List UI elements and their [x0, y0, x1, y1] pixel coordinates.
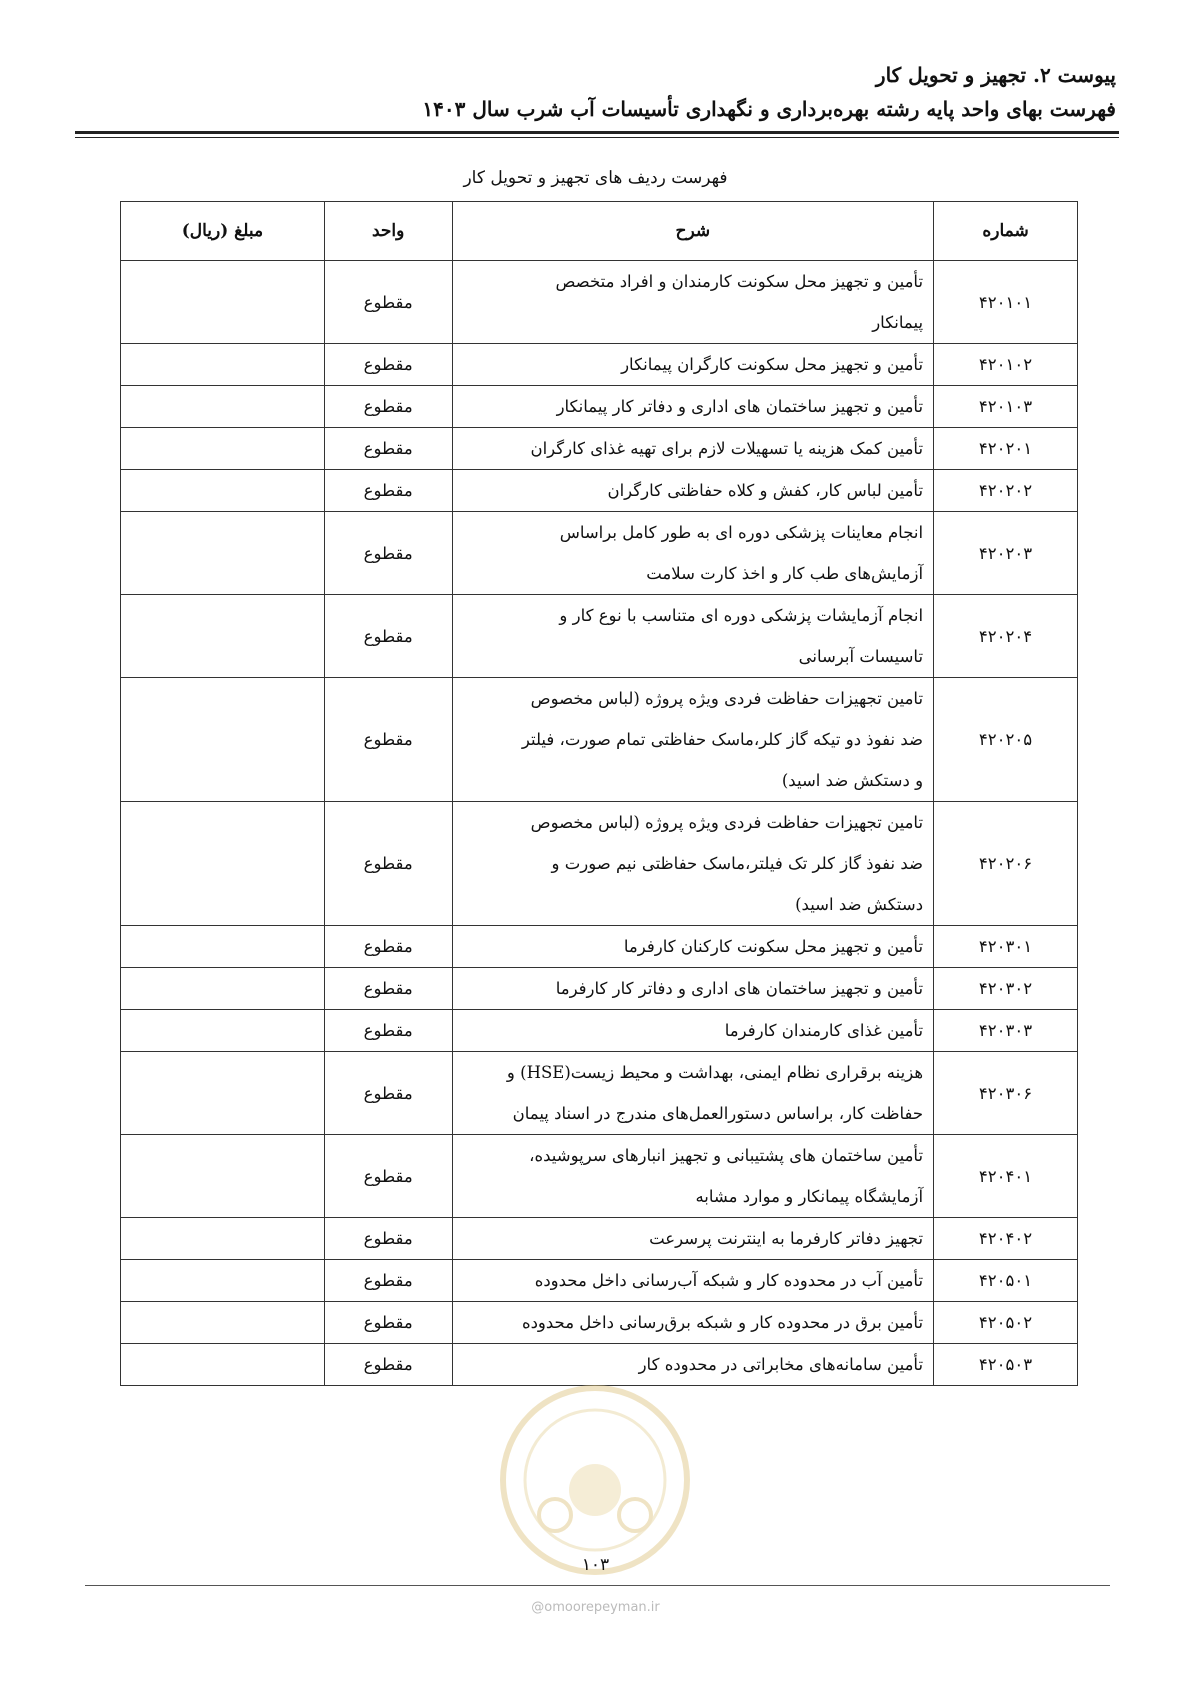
table-row — [121, 802, 1078, 926]
row-amount — [121, 1135, 325, 1218]
row-unit: مقطوع — [324, 1010, 452, 1052]
row-unit: مقطوع — [324, 926, 452, 968]
row-number: ۴۲۰۲۰۶ — [934, 802, 1078, 926]
description-line: تأمین و تجهیز محل سکونت کارکنان کارفرما — [623, 937, 924, 956]
row-amount — [121, 344, 325, 386]
document-title: فهرست بهای واحد پایه رشته بهره‌برداری و نگهداری تأسیسات آب شرب سال ۱۴۰۳ — [422, 97, 1116, 121]
description-line: آزمایشگاه پیمانکار و موارد مشابه — [695, 1187, 924, 1206]
row-unit: مقطوع — [324, 386, 452, 428]
table-row — [121, 512, 1078, 595]
row-amount — [121, 1218, 325, 1260]
table-row — [121, 678, 1078, 802]
row-description — [452, 926, 934, 968]
description-line: تامین تجهیزات حفاظت فردی ویژه پروژه (لباس مخصوص — [530, 689, 924, 708]
row-unit: مقطوع — [324, 1344, 452, 1386]
row-unit: مقطوع — [324, 1052, 452, 1135]
table-row — [121, 428, 1078, 470]
seal-watermark — [495, 1380, 695, 1580]
description-line: تأمین و تجهیز محل سکونت کارگران پیمانکار — [621, 355, 924, 374]
row-unit: مقطوع — [324, 678, 452, 802]
row-amount — [121, 512, 325, 595]
description-line: تأمین و تجهیز ساختمان های اداری و دفاتر کار کارفرما — [555, 979, 924, 998]
column-header-description: شرح — [452, 202, 934, 261]
row-number: ۴۲۰۲۰۱ — [934, 428, 1078, 470]
description-line: تأمین و تجهیز محل سکونت کارمندان و افراد متخصص — [555, 272, 924, 291]
column-header-unit: واحد — [324, 202, 452, 261]
row-unit: مقطوع — [324, 1302, 452, 1344]
row-amount — [121, 1260, 325, 1302]
row-amount — [121, 968, 325, 1010]
row-description — [452, 678, 934, 802]
row-amount — [121, 428, 325, 470]
row-number: ۴۲۰۱۰۲ — [934, 344, 1078, 386]
table-header-row — [121, 202, 1078, 261]
description-line: و دستکش ضد اسید) — [781, 771, 924, 790]
row-number: ۴۲۰۲۰۵ — [934, 678, 1078, 802]
description-line: هزینه برقراری نظام ایمنی، بهداشت و محیط زیست(HSE) و — [506, 1063, 924, 1082]
description-line: انجام آزمایشات پزشکی دوره ای متناسب با نوع کار و — [559, 606, 924, 625]
description-line: تأمین لباس کار، کفش و کلاه حفاظتی کارگران — [607, 481, 924, 500]
row-unit: مقطوع — [324, 1260, 452, 1302]
row-unit: مقطوع — [324, 595, 452, 678]
row-amount — [121, 595, 325, 678]
row-number: ۴۲۰۳۰۲ — [934, 968, 1078, 1010]
row-unit: مقطوع — [324, 344, 452, 386]
row-description — [452, 344, 934, 386]
watermark-site: @omoorepeyman.ir — [531, 1600, 660, 1615]
column-header-number: شماره — [934, 202, 1078, 261]
description-line: تأمین و تجهیز ساختمان های اداری و دفاتر کار پیمانکار — [556, 397, 924, 416]
items-table — [120, 201, 1078, 1386]
row-unit: مقطوع — [324, 261, 452, 344]
description-line: تأمین غذای کارمندان کارفرما — [724, 1021, 924, 1040]
row-number: ۴۲۰۲۰۳ — [934, 512, 1078, 595]
table-row — [121, 344, 1078, 386]
row-amount — [121, 470, 325, 512]
row-amount — [121, 802, 325, 926]
table-row — [121, 1052, 1078, 1135]
row-description — [452, 1302, 934, 1344]
description-line: تأمین ساختمان های پشتیبانی و تجهیز انبارهای سرپوشیده، — [529, 1146, 924, 1165]
table-row — [121, 261, 1078, 344]
row-amount — [121, 1010, 325, 1052]
table-title: فهرست ردیف های تجهیز و تحویل کار — [463, 168, 728, 188]
row-amount — [121, 386, 325, 428]
row-description — [452, 1135, 934, 1218]
row-description — [452, 1010, 934, 1052]
row-description — [452, 428, 934, 470]
row-unit: مقطوع — [324, 1218, 452, 1260]
row-description — [452, 512, 934, 595]
row-number: ۴۲۰۳۰۶ — [934, 1052, 1078, 1135]
row-description — [452, 1218, 934, 1260]
row-number: ۴۲۰۲۰۲ — [934, 470, 1078, 512]
description-line: تاسیسات آبرسانی — [798, 647, 924, 666]
row-description — [452, 968, 934, 1010]
row-amount — [121, 1344, 325, 1386]
row-unit: مقطوع — [324, 802, 452, 926]
row-number: ۴۲۰۳۰۱ — [934, 926, 1078, 968]
row-description — [452, 802, 934, 926]
description-line: تجهیز دفاتر کارفرما به اینترنت پرسرعت — [649, 1229, 924, 1248]
description-line: دستکش ضد اسید) — [795, 895, 924, 914]
table-row — [121, 968, 1078, 1010]
description-line: ضد نفوذ دو تیکه گاز کلر،ماسک حفاظتی تمام صورت، فیلتر — [521, 730, 924, 749]
row-description — [452, 595, 934, 678]
row-number: ۴۲۰۵۰۲ — [934, 1302, 1078, 1344]
row-amount — [121, 678, 325, 802]
description-line: تأمین کمک هزینه یا تسهیلات لازم برای تهیه غذای کارگران — [530, 439, 924, 458]
description-line: پیمانکار — [872, 313, 924, 332]
description-line: آزمایش‌های طب کار و اخذ کارت سلامت — [646, 564, 924, 583]
row-amount — [121, 261, 325, 344]
row-unit: مقطوع — [324, 512, 452, 595]
row-number: ۴۲۰۴۰۱ — [934, 1135, 1078, 1218]
row-description — [452, 1260, 934, 1302]
table-row — [121, 926, 1078, 968]
table-row — [121, 470, 1078, 512]
description-line: تامین تجهیزات حفاظت فردی ویژه پروژه (لباس مخصوص — [530, 813, 924, 832]
description-line: حفاظت کار، براساس دستورالعمل‌های مندرج در اسناد پیمان — [512, 1104, 924, 1123]
page-header — [71, 60, 1116, 124]
table-row — [121, 1218, 1078, 1260]
column-header-amount: مبلغ (ریال) — [121, 202, 325, 261]
table-row — [121, 1302, 1078, 1344]
table-row — [121, 595, 1078, 678]
row-number: ۴۲۰۵۰۳ — [934, 1344, 1078, 1386]
row-number: ۴۲۰۱۰۳ — [934, 386, 1078, 428]
header-rule-thin — [75, 137, 1119, 138]
appendix-title: پیوست ۲. تجهیز و تحویل کار — [875, 63, 1116, 87]
description-line: ضد نفوذ گاز کلر تک فیلتر،ماسک حفاظتی نیم صورت و — [551, 854, 924, 873]
table-row — [121, 1260, 1078, 1302]
row-number: ۴۲۰۳۰۳ — [934, 1010, 1078, 1052]
description-line: انجام معاینات پزشکی دوره ای به طور کامل براساس — [559, 523, 924, 542]
description-line: تأمین آب در محدوده کار و شبکه آب‌رسانی داخل محدوده — [534, 1271, 924, 1290]
row-amount — [121, 926, 325, 968]
row-unit: مقطوع — [324, 470, 452, 512]
footer-rule — [85, 1585, 1110, 1586]
row-description — [452, 261, 934, 344]
table-row — [121, 1010, 1078, 1052]
row-number: ۴۲۰۵۰۱ — [934, 1260, 1078, 1302]
header-rule-thick — [75, 131, 1119, 134]
row-unit: مقطوع — [324, 968, 452, 1010]
table-row — [121, 386, 1078, 428]
row-amount — [121, 1052, 325, 1135]
row-description — [452, 386, 934, 428]
row-description — [452, 470, 934, 512]
row-number: ۴۲۰۴۰۲ — [934, 1218, 1078, 1260]
row-description — [452, 1052, 934, 1135]
row-unit: مقطوع — [324, 1135, 452, 1218]
page-number: ۱۰۳ — [581, 1555, 610, 1575]
row-number: ۴۲۰۱۰۱ — [934, 261, 1078, 344]
row-number: ۴۲۰۲۰۴ — [934, 595, 1078, 678]
description-line: تأمین برق در محدوده کار و شبکه برق‌رسانی داخل محدوده — [521, 1313, 924, 1332]
row-unit: مقطوع — [324, 428, 452, 470]
description-line: تأمین سامانه‌های مخابراتی در محدوده کار — [638, 1355, 924, 1374]
table-row — [121, 1135, 1078, 1218]
row-amount — [121, 1302, 325, 1344]
